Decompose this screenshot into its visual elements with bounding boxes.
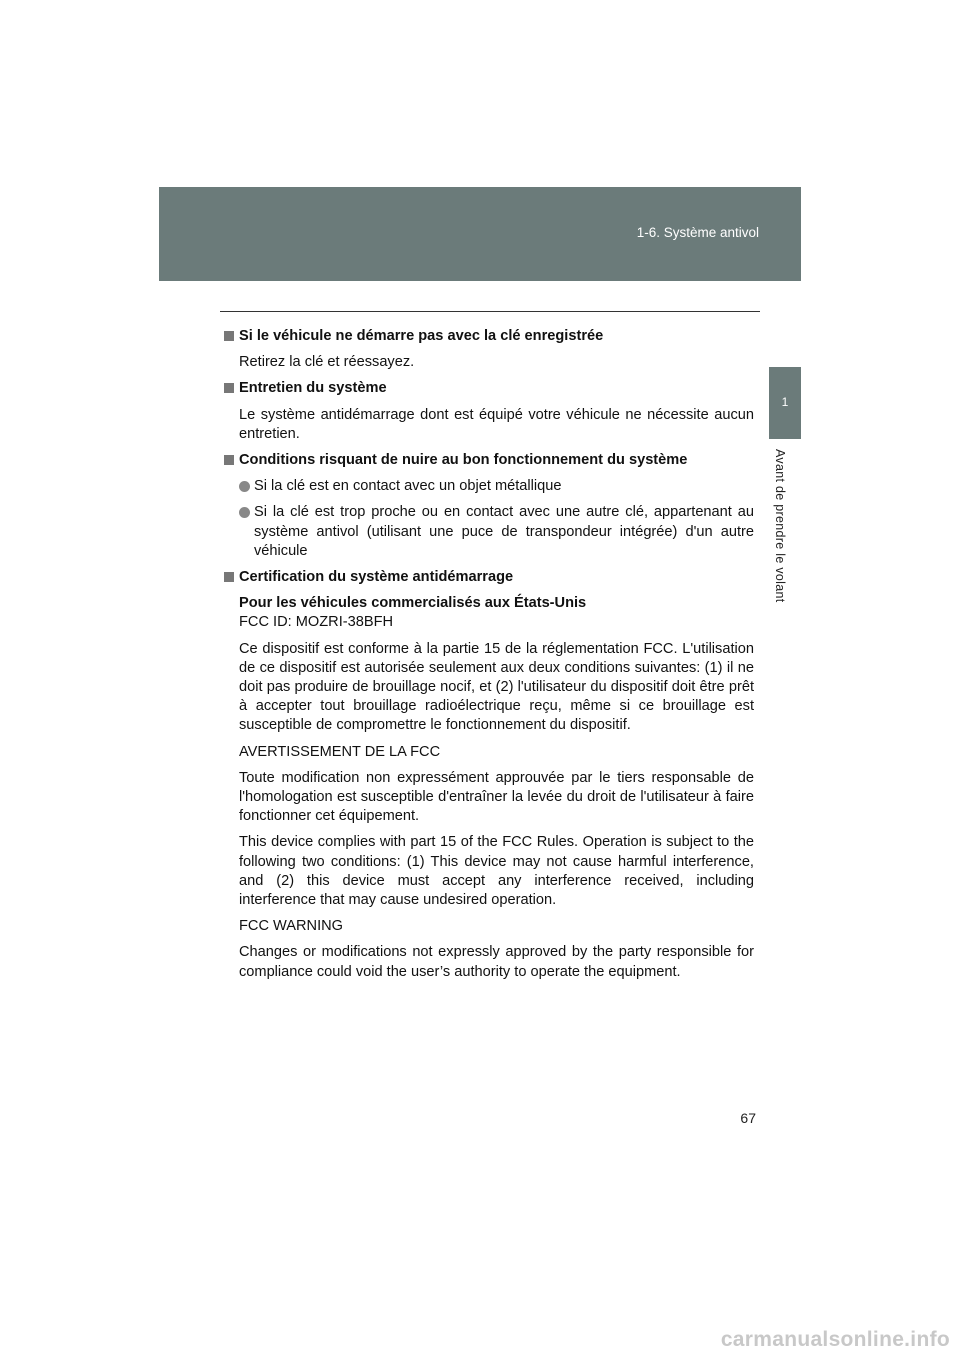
sub-heading: Pour les véhicules commercialisés aux États-Unis (239, 595, 587, 612)
paragraph: Retirez la clé et réessayez. (239, 354, 415, 371)
paragraph: Toute modification non expressément approuvée par le tiers responsable de l'homologation est susceptible d'entraîner la levée du droit de l'utilisateur à faire fonctionner cet équipement. (239, 769, 754, 825)
chapter-number: 1 (781, 395, 789, 409)
paragraph: This device complies with part 15 of the FCC Rules. Operation is subject to the following two conditions: (1) This device may not cause harmful interference, and (2) this device must accept any interference received, including interference that may cause undesired operation. (239, 834, 754, 909)
section-heading: Certification du système antidémarrage (224, 568, 754, 587)
bullet-item: Si la clé est en contact avec un objet métallique (239, 477, 754, 496)
watermark: carmanualsonline.info (720, 1328, 950, 1351)
header-band (159, 187, 801, 281)
fcc-id: FCC ID: MOZRI-38BFH (239, 614, 394, 631)
bullet-item: Si la clé est trop proche ou en contact avec une autre clé, appartenant au système antivol (utilisant une puce de transpondeur intégrée) d'un autre véhicule (239, 503, 754, 561)
section-title: 1-6. Système antivol (636, 225, 759, 240)
paragraph: Changes or modifications not expressly approved by the party responsible for compliance could void the user’s authority to operate the equipment. (239, 944, 754, 980)
chapter-tab[interactable] (769, 367, 801, 439)
chapter-strip (769, 439, 801, 679)
top-divider (220, 311, 760, 312)
section-heading: Si le véhicule ne démarre pas avec la clé enregistrée (224, 327, 754, 346)
chapter-title: Avant de prendre le volant (773, 449, 787, 603)
paragraph: AVERTISSEMENT DE LA FCC (239, 743, 441, 760)
paragraph: FCC WARNING (239, 918, 344, 935)
page-number: 67 (740, 1110, 756, 1126)
page-content (224, 327, 754, 989)
paragraph: Ce dispositif est conforme à la partie 15 de la réglementation FCC. L'utilisation de ce dispositif est autorisée seulement aux deux conditions suivantes: (1) il ne doit pas produire de brouillage nocif, et (2) l'utilisateur du dispositif doit être prêt à accepter tout brouillage radioélectrique reçu, même si ce brouillage est susceptible de compromettre le fonctionnement du dispositif. (239, 640, 754, 734)
paragraph: Le système antidémarrage dont est équipé votre véhicule ne nécessite aucun entretien. (239, 406, 754, 442)
section-heading: Entretien du système (224, 379, 754, 398)
section-heading: Conditions risquant de nuire au bon fonctionnement du système (224, 451, 754, 470)
